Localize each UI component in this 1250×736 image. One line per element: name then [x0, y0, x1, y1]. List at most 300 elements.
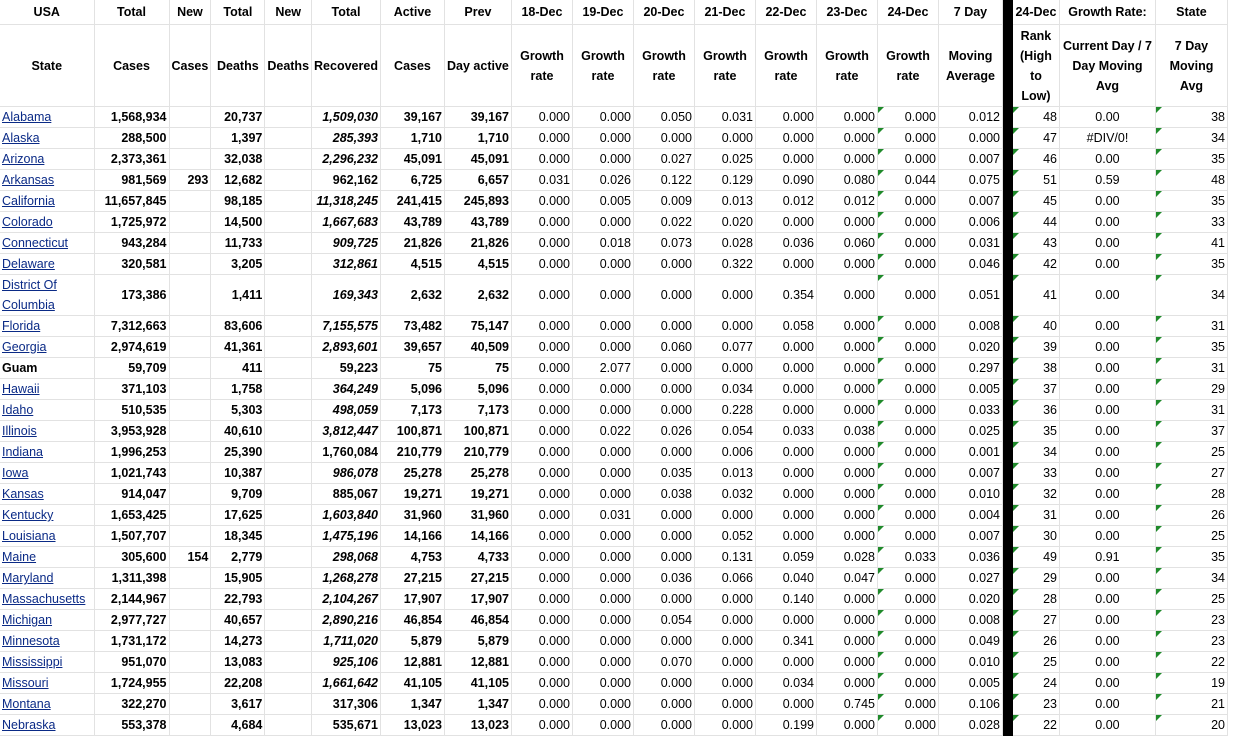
data-cell[interactable]: 2,893,601	[312, 337, 381, 358]
growth-rate-cell[interactable]: 0.054	[633, 610, 694, 631]
column-header[interactable]: 20-Dec	[633, 0, 694, 25]
data-cell[interactable]: 2,632	[380, 275, 444, 316]
data-cell[interactable]: 1,268,278	[312, 568, 381, 589]
state-moving-avg-cell[interactable]: 25	[1155, 442, 1227, 463]
state-moving-avg-cell[interactable]: 23	[1155, 610, 1227, 631]
ratio-cell[interactable]: 0.00	[1059, 233, 1155, 254]
growth-rate-cell[interactable]: 0.000	[572, 128, 633, 149]
data-cell[interactable]: 13,023	[380, 715, 444, 736]
data-cell[interactable]	[169, 149, 211, 170]
growth-rate-cell[interactable]: 0.000	[511, 715, 572, 736]
growth-rate-cell[interactable]: 0.131	[694, 547, 755, 568]
rank-cell[interactable]: 30	[1012, 526, 1059, 547]
rank-cell[interactable]: 22	[1012, 715, 1059, 736]
growth-rate-cell[interactable]: 0.012	[816, 191, 877, 212]
growth-rate-cell[interactable]: 0.000	[572, 652, 633, 673]
growth-rate-cell[interactable]: 0.000	[877, 463, 938, 484]
data-cell[interactable]: 364,249	[312, 379, 381, 400]
growth-rate-cell[interactable]: 0.000	[511, 400, 572, 421]
growth-rate-cell[interactable]: 0.000	[572, 463, 633, 484]
data-cell[interactable]: 27,215	[444, 568, 511, 589]
data-cell[interactable]	[169, 673, 211, 694]
growth-rate-cell[interactable]: 2.077	[572, 358, 633, 379]
moving-average-cell[interactable]: 0.027	[938, 568, 1002, 589]
column-header[interactable]: State	[1155, 0, 1227, 25]
data-cell[interactable]	[169, 421, 211, 442]
data-cell[interactable]: 2,296,232	[312, 149, 381, 170]
growth-rate-cell[interactable]: 0.228	[694, 400, 755, 421]
growth-rate-cell[interactable]: 0.000	[511, 610, 572, 631]
growth-rate-cell[interactable]: 0.000	[572, 275, 633, 316]
data-cell[interactable]: 1,347	[444, 694, 511, 715]
ratio-cell[interactable]: 0.00	[1059, 212, 1155, 233]
data-cell[interactable]: 241,415	[380, 191, 444, 212]
data-cell[interactable]: 39,167	[444, 107, 511, 128]
growth-rate-cell[interactable]: 0.013	[694, 463, 755, 484]
growth-rate-cell[interactable]: 0.000	[877, 233, 938, 254]
data-cell[interactable]: 11,657,845	[94, 191, 169, 212]
growth-rate-cell[interactable]: 0.122	[633, 170, 694, 191]
moving-average-cell[interactable]: 0.010	[938, 652, 1002, 673]
data-cell[interactable]: 1,996,253	[94, 442, 169, 463]
data-cell[interactable]: 1,661,642	[312, 673, 381, 694]
rank-cell[interactable]: 51	[1012, 170, 1059, 191]
data-cell[interactable]: 210,779	[380, 442, 444, 463]
data-cell[interactable]: 4,684	[211, 715, 265, 736]
data-cell[interactable]: 83,606	[211, 316, 265, 337]
data-cell[interactable]	[169, 631, 211, 652]
column-header[interactable]: 18-Dec	[511, 0, 572, 25]
growth-rate-cell[interactable]: 0.000	[511, 379, 572, 400]
data-cell[interactable]: 1,724,955	[94, 673, 169, 694]
data-cell[interactable]: 22,793	[211, 589, 265, 610]
state-moving-avg-cell[interactable]: 29	[1155, 379, 1227, 400]
growth-rate-cell[interactable]: 0.000	[877, 526, 938, 547]
growth-rate-cell[interactable]: 0.026	[572, 170, 633, 191]
data-cell[interactable]	[265, 170, 312, 191]
growth-rate-cell[interactable]: 0.000	[572, 254, 633, 275]
rank-cell[interactable]: 32	[1012, 484, 1059, 505]
data-cell[interactable]	[169, 191, 211, 212]
data-cell[interactable]	[169, 463, 211, 484]
column-header[interactable]: Growth rate	[694, 25, 755, 107]
growth-rate-cell[interactable]: 0.000	[511, 589, 572, 610]
ratio-cell[interactable]: 0.00	[1059, 526, 1155, 547]
moving-average-cell[interactable]: 0.028	[938, 715, 1002, 736]
growth-rate-cell[interactable]: 0.060	[633, 337, 694, 358]
data-cell[interactable]: 75	[444, 358, 511, 379]
data-cell[interactable]: 5,879	[380, 631, 444, 652]
data-cell[interactable]	[265, 275, 312, 316]
data-cell[interactable]: 5,879	[444, 631, 511, 652]
data-cell[interactable]: 1,311,398	[94, 568, 169, 589]
column-header[interactable]: Prev	[444, 0, 511, 25]
data-cell[interactable]: 1,507,707	[94, 526, 169, 547]
data-cell[interactable]	[169, 652, 211, 673]
growth-rate-cell[interactable]: 0.140	[755, 589, 816, 610]
growth-rate-cell[interactable]: 0.000	[816, 442, 877, 463]
growth-rate-cell[interactable]: 0.000	[633, 526, 694, 547]
growth-rate-cell[interactable]: 0.032	[694, 484, 755, 505]
moving-average-cell[interactable]: 0.051	[938, 275, 1002, 316]
rank-cell[interactable]: 46	[1012, 149, 1059, 170]
column-header[interactable]: Moving Average	[938, 25, 1002, 107]
growth-rate-cell[interactable]: 0.000	[877, 631, 938, 652]
rank-cell[interactable]: 38	[1012, 358, 1059, 379]
rank-cell[interactable]: 48	[1012, 107, 1059, 128]
data-cell[interactable]: 2,974,619	[94, 337, 169, 358]
data-cell[interactable]: 210,779	[444, 442, 511, 463]
rank-cell[interactable]: 34	[1012, 442, 1059, 463]
moving-average-cell[interactable]: 0.046	[938, 254, 1002, 275]
growth-rate-cell[interactable]: 0.000	[816, 212, 877, 233]
growth-rate-cell[interactable]: 0.000	[633, 400, 694, 421]
growth-rate-cell[interactable]: 0.000	[877, 254, 938, 275]
growth-rate-cell[interactable]: 0.033	[877, 547, 938, 568]
growth-rate-cell[interactable]: 0.000	[572, 316, 633, 337]
data-cell[interactable]: 25,278	[380, 463, 444, 484]
column-header[interactable]: Total	[312, 0, 381, 25]
moving-average-cell[interactable]: 0.033	[938, 400, 1002, 421]
column-header[interactable]: Total	[94, 0, 169, 25]
growth-rate-cell[interactable]: 0.000	[816, 505, 877, 526]
state-moving-avg-cell[interactable]: 35	[1155, 337, 1227, 358]
data-cell[interactable]: 20,737	[211, 107, 265, 128]
rank-cell[interactable]: 49	[1012, 547, 1059, 568]
data-cell[interactable]: 45,091	[444, 149, 511, 170]
state-link[interactable]: Guam	[0, 358, 94, 379]
growth-rate-cell[interactable]: 0.000	[694, 275, 755, 316]
data-cell[interactable]: 962,162	[312, 170, 381, 191]
data-cell[interactable]: 154	[169, 547, 211, 568]
state-moving-avg-cell[interactable]: 31	[1155, 400, 1227, 421]
ratio-cell[interactable]: 0.00	[1059, 715, 1155, 736]
state-link[interactable]: Montana	[0, 694, 94, 715]
moving-average-cell[interactable]: 0.007	[938, 191, 1002, 212]
growth-rate-cell[interactable]: 0.005	[572, 191, 633, 212]
data-cell[interactable]	[265, 421, 312, 442]
state-moving-avg-cell[interactable]: 25	[1155, 526, 1227, 547]
growth-rate-cell[interactable]: 0.000	[755, 337, 816, 358]
data-cell[interactable]: 2,104,267	[312, 589, 381, 610]
rank-cell[interactable]: 37	[1012, 379, 1059, 400]
data-cell[interactable]: 1,710	[444, 128, 511, 149]
column-header[interactable]: Recovered	[312, 25, 381, 107]
data-cell[interactable]: 39,657	[380, 337, 444, 358]
data-cell[interactable]	[265, 652, 312, 673]
data-cell[interactable]: 4,753	[380, 547, 444, 568]
ratio-cell[interactable]: 0.00	[1059, 379, 1155, 400]
data-cell[interactable]: 245,893	[444, 191, 511, 212]
ratio-cell[interactable]: 0.00	[1059, 358, 1155, 379]
ratio-cell[interactable]: 0.00	[1059, 316, 1155, 337]
growth-rate-cell[interactable]: 0.000	[877, 610, 938, 631]
data-cell[interactable]	[265, 610, 312, 631]
data-cell[interactable]	[265, 547, 312, 568]
moving-average-cell[interactable]: 0.049	[938, 631, 1002, 652]
state-moving-avg-cell[interactable]: 31	[1155, 358, 1227, 379]
rank-cell[interactable]: 24	[1012, 673, 1059, 694]
state-moving-avg-cell[interactable]: 35	[1155, 191, 1227, 212]
column-header[interactable]: Deaths	[265, 25, 312, 107]
rank-cell[interactable]: 33	[1012, 463, 1059, 484]
state-link[interactable]: Georgia	[0, 337, 94, 358]
growth-rate-cell[interactable]: 0.000	[755, 107, 816, 128]
ratio-cell[interactable]: 0.00	[1059, 275, 1155, 316]
moving-average-cell[interactable]: 0.020	[938, 589, 1002, 610]
growth-rate-cell[interactable]: 0.000	[877, 715, 938, 736]
column-header[interactable]: Growth rate	[755, 25, 816, 107]
state-link[interactable]: Alaska	[0, 128, 94, 149]
data-cell[interactable]	[169, 233, 211, 254]
data-cell[interactable]: 15,905	[211, 568, 265, 589]
growth-rate-cell[interactable]: 0.000	[511, 463, 572, 484]
data-cell[interactable]	[169, 379, 211, 400]
growth-rate-cell[interactable]: 0.000	[511, 694, 572, 715]
data-cell[interactable]	[265, 484, 312, 505]
moving-average-cell[interactable]: 0.007	[938, 149, 1002, 170]
growth-rate-cell[interactable]: 0.044	[877, 170, 938, 191]
column-header[interactable]: Growth Rate:	[1059, 0, 1155, 25]
data-cell[interactable]: 43,789	[380, 212, 444, 233]
growth-rate-cell[interactable]: 0.000	[816, 715, 877, 736]
growth-rate-cell[interactable]: 0.026	[633, 421, 694, 442]
data-cell[interactable]: 4,515	[380, 254, 444, 275]
growth-rate-cell[interactable]: 0.000	[755, 149, 816, 170]
state-link[interactable]: Alabama	[0, 107, 94, 128]
data-cell[interactable]: 31,960	[444, 505, 511, 526]
state-moving-avg-cell[interactable]: 28	[1155, 484, 1227, 505]
column-header[interactable]: 19-Dec	[572, 0, 633, 25]
data-cell[interactable]: 909,725	[312, 233, 381, 254]
growth-rate-cell[interactable]: 0.000	[511, 673, 572, 694]
ratio-cell[interactable]: 0.00	[1059, 337, 1155, 358]
state-moving-avg-cell[interactable]: 27	[1155, 463, 1227, 484]
growth-rate-cell[interactable]: 0.000	[694, 128, 755, 149]
data-cell[interactable]	[169, 442, 211, 463]
data-cell[interactable]: 1,475,196	[312, 526, 381, 547]
data-cell[interactable]: 305,600	[94, 547, 169, 568]
column-header[interactable]: 23-Dec	[816, 0, 877, 25]
moving-average-cell[interactable]: 0.007	[938, 463, 1002, 484]
growth-rate-cell[interactable]: 0.000	[816, 337, 877, 358]
data-cell[interactable]: 14,166	[444, 526, 511, 547]
data-cell[interactable]: 27,215	[380, 568, 444, 589]
growth-rate-cell[interactable]: 0.090	[755, 170, 816, 191]
growth-rate-cell[interactable]: 0.000	[572, 547, 633, 568]
data-cell[interactable]	[169, 128, 211, 149]
growth-rate-cell[interactable]: 0.000	[877, 484, 938, 505]
state-moving-avg-cell[interactable]: 48	[1155, 170, 1227, 191]
rank-cell[interactable]: 28	[1012, 589, 1059, 610]
growth-rate-cell[interactable]: 0.000	[694, 358, 755, 379]
data-cell[interactable]: 1,758	[211, 379, 265, 400]
growth-rate-cell[interactable]: 0.000	[755, 610, 816, 631]
column-header[interactable]: New	[265, 0, 312, 25]
state-moving-avg-cell[interactable]: 34	[1155, 568, 1227, 589]
data-cell[interactable]	[169, 107, 211, 128]
data-cell[interactable]: 25,390	[211, 442, 265, 463]
data-cell[interactable]: 2,977,727	[94, 610, 169, 631]
growth-rate-cell[interactable]: 0.000	[816, 358, 877, 379]
data-cell[interactable]	[265, 715, 312, 736]
state-moving-avg-cell[interactable]: 35	[1155, 254, 1227, 275]
column-header[interactable]: Growth rate	[511, 25, 572, 107]
data-cell[interactable]: 75,147	[444, 316, 511, 337]
data-cell[interactable]	[265, 400, 312, 421]
growth-rate-cell[interactable]: 0.012	[755, 191, 816, 212]
data-cell[interactable]: 5,096	[444, 379, 511, 400]
growth-rate-cell[interactable]: 0.000	[755, 358, 816, 379]
data-cell[interactable]: 1,603,840	[312, 505, 381, 526]
data-cell[interactable]: 943,284	[94, 233, 169, 254]
data-cell[interactable]: 2,779	[211, 547, 265, 568]
data-cell[interactable]: 75	[380, 358, 444, 379]
state-moving-avg-cell[interactable]: 37	[1155, 421, 1227, 442]
growth-rate-cell[interactable]: 0.000	[511, 128, 572, 149]
data-cell[interactable]: 285,393	[312, 128, 381, 149]
data-cell[interactable]: 12,881	[380, 652, 444, 673]
state-link[interactable]: Iowa	[0, 463, 94, 484]
state-link[interactable]: Massachusetts	[0, 589, 94, 610]
data-cell[interactable]: 21,826	[444, 233, 511, 254]
growth-rate-cell[interactable]: 0.080	[816, 170, 877, 191]
column-header[interactable]: Day active	[444, 25, 511, 107]
ratio-cell[interactable]: 0.00	[1059, 589, 1155, 610]
growth-rate-cell[interactable]: 0.000	[755, 442, 816, 463]
data-cell[interactable]: 553,378	[94, 715, 169, 736]
data-cell[interactable]: 40,610	[211, 421, 265, 442]
growth-rate-cell[interactable]: 0.040	[755, 568, 816, 589]
data-cell[interactable]	[169, 694, 211, 715]
growth-rate-cell[interactable]: 0.036	[755, 233, 816, 254]
growth-rate-cell[interactable]: 0.038	[633, 484, 694, 505]
data-cell[interactable]: 411	[211, 358, 265, 379]
data-cell[interactable]: 3,812,447	[312, 421, 381, 442]
column-header[interactable]: Rank (High to Low)	[1012, 25, 1059, 107]
growth-rate-cell[interactable]: 0.000	[816, 463, 877, 484]
state-moving-avg-cell[interactable]: 35	[1155, 547, 1227, 568]
growth-rate-cell[interactable]: 0.022	[633, 212, 694, 233]
data-cell[interactable]	[265, 358, 312, 379]
growth-rate-cell[interactable]: 0.000	[755, 505, 816, 526]
data-cell[interactable]	[169, 568, 211, 589]
column-header[interactable]: 7 Day	[938, 0, 1002, 25]
data-cell[interactable]: 19,271	[444, 484, 511, 505]
data-cell[interactable]: 312,861	[312, 254, 381, 275]
data-cell[interactable]: 32,038	[211, 149, 265, 170]
state-moving-avg-cell[interactable]: 26	[1155, 505, 1227, 526]
ratio-cell[interactable]: 0.00	[1059, 463, 1155, 484]
data-cell[interactable]: 1,711,020	[312, 631, 381, 652]
growth-rate-cell[interactable]: 0.000	[511, 337, 572, 358]
growth-rate-cell[interactable]: 0.000	[572, 589, 633, 610]
growth-rate-cell[interactable]: 0.052	[694, 526, 755, 547]
state-link[interactable]: Delaware	[0, 254, 94, 275]
data-cell[interactable]	[265, 568, 312, 589]
data-cell[interactable]: 46,854	[380, 610, 444, 631]
data-cell[interactable]: 1,731,172	[94, 631, 169, 652]
column-header[interactable]: 24-Dec	[1012, 0, 1059, 25]
growth-rate-cell[interactable]: 0.034	[694, 379, 755, 400]
growth-rate-cell[interactable]: 0.000	[572, 715, 633, 736]
data-cell[interactable]: 2,632	[444, 275, 511, 316]
growth-rate-cell[interactable]: 0.018	[572, 233, 633, 254]
growth-rate-cell[interactable]: 0.000	[816, 128, 877, 149]
data-cell[interactable]: 7,173	[444, 400, 511, 421]
growth-rate-cell[interactable]: 0.000	[877, 128, 938, 149]
growth-rate-cell[interactable]: 0.000	[877, 652, 938, 673]
data-cell[interactable]: 43,789	[444, 212, 511, 233]
data-cell[interactable]: 7,155,575	[312, 316, 381, 337]
data-cell[interactable]: 1,653,425	[94, 505, 169, 526]
data-cell[interactable]: 41,105	[380, 673, 444, 694]
growth-rate-cell[interactable]: 0.000	[755, 400, 816, 421]
data-cell[interactable]	[169, 254, 211, 275]
growth-rate-cell[interactable]: 0.000	[511, 191, 572, 212]
growth-rate-cell[interactable]: 0.000	[511, 149, 572, 170]
moving-average-cell[interactable]: 0.006	[938, 212, 1002, 233]
rank-cell[interactable]: 25	[1012, 652, 1059, 673]
growth-rate-cell[interactable]: 0.034	[755, 673, 816, 694]
ratio-cell[interactable]: 0.00	[1059, 191, 1155, 212]
growth-rate-cell[interactable]: 0.050	[633, 107, 694, 128]
growth-rate-cell[interactable]: 0.000	[816, 589, 877, 610]
growth-rate-cell[interactable]: 0.000	[816, 275, 877, 316]
growth-rate-cell[interactable]: 0.000	[694, 694, 755, 715]
moving-average-cell[interactable]: 0.008	[938, 316, 1002, 337]
state-moving-avg-cell[interactable]: 22	[1155, 652, 1227, 673]
rank-cell[interactable]: 41	[1012, 275, 1059, 316]
rank-cell[interactable]: 29	[1012, 568, 1059, 589]
data-cell[interactable]: 19,271	[380, 484, 444, 505]
growth-rate-cell[interactable]: 0.000	[755, 484, 816, 505]
growth-rate-cell[interactable]: 0.000	[877, 379, 938, 400]
moving-average-cell[interactable]: 0.000	[938, 128, 1002, 149]
data-cell[interactable]: 6,657	[444, 170, 511, 191]
data-cell[interactable]: 173,386	[94, 275, 169, 316]
growth-rate-cell[interactable]: 0.000	[877, 673, 938, 694]
data-cell[interactable]	[265, 526, 312, 547]
data-cell[interactable]: 510,535	[94, 400, 169, 421]
growth-rate-cell[interactable]: 0.000	[755, 694, 816, 715]
state-link[interactable]: Arizona	[0, 149, 94, 170]
state-link[interactable]: Kansas	[0, 484, 94, 505]
rank-cell[interactable]: 43	[1012, 233, 1059, 254]
data-cell[interactable]: 59,709	[94, 358, 169, 379]
growth-rate-cell[interactable]: 0.000	[633, 128, 694, 149]
state-link[interactable]: Minnesota	[0, 631, 94, 652]
data-cell[interactable]: 41,361	[211, 337, 265, 358]
state-link[interactable]: Indiana	[0, 442, 94, 463]
growth-rate-cell[interactable]: 0.000	[572, 337, 633, 358]
data-cell[interactable]: 535,671	[312, 715, 381, 736]
data-cell[interactable]: 1,725,972	[94, 212, 169, 233]
data-cell[interactable]: 22,208	[211, 673, 265, 694]
data-cell[interactable]	[169, 337, 211, 358]
rank-cell[interactable]: 27	[1012, 610, 1059, 631]
moving-average-cell[interactable]: 0.007	[938, 526, 1002, 547]
state-moving-avg-cell[interactable]: 31	[1155, 316, 1227, 337]
growth-rate-cell[interactable]: 0.035	[633, 463, 694, 484]
growth-rate-cell[interactable]: 0.000	[755, 652, 816, 673]
growth-rate-cell[interactable]: 0.341	[755, 631, 816, 652]
rank-cell[interactable]: 40	[1012, 316, 1059, 337]
state-link[interactable]: Kentucky	[0, 505, 94, 526]
growth-rate-cell[interactable]: 0.745	[816, 694, 877, 715]
growth-rate-cell[interactable]: 0.000	[877, 358, 938, 379]
growth-rate-cell[interactable]: 0.028	[694, 233, 755, 254]
